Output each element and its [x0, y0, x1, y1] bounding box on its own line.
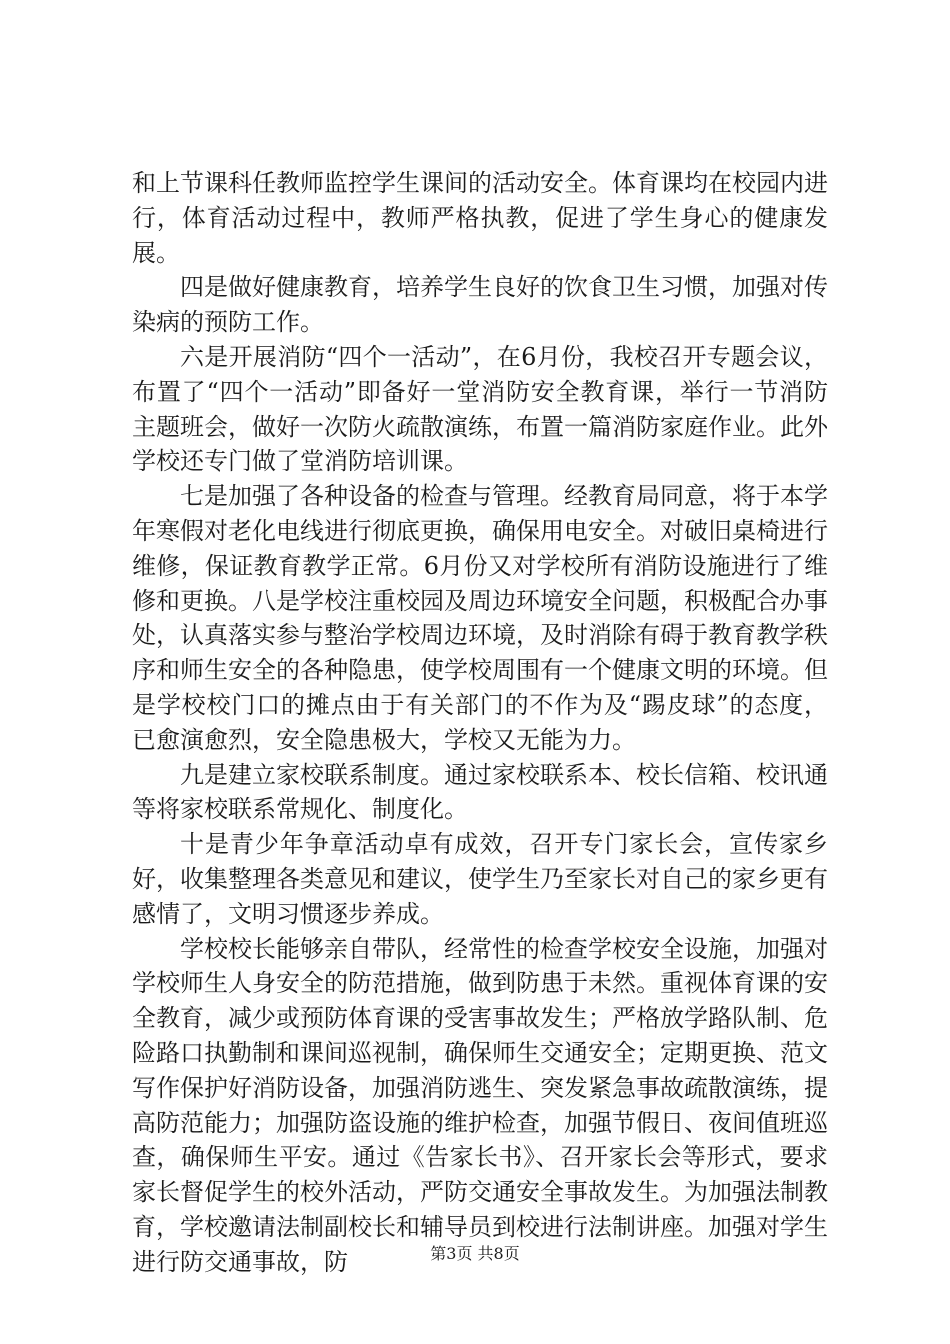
paragraph-3: 六是开展消防“四个一活动”，在6月份，我校召开专题会议，布置了“四个一活动”即备好一堂消防安全教育课，举行一节消防主题班会，做好一次防火疏散演练，布置一篇消防家庭作业。此外学校还专门做了堂消防培训课。 [132, 342, 828, 476]
paragraph-4: 七是加强了各种设备的检查与管理。经教育局同意，将于本学年寒假对老化电线进行彻底更换，确保用电安全。对破旧桌椅进行维修，保证教育教学正常。6月份又对学校所有消防设施进行了维修和更换。八是学校注重校园及周边环境安全问题，积极配合办事处，认真落实参与整治学校周边环境，及时消除有碍于教育教学秩序和师生安全的各种隐患，使学校周围有一个健康文明的环境。但是学校校门口的摊点由于有关部门的不作为及“踢皮球”的态度，已愈演愈烈，安全隐患极大，学校又无能为力。 [132, 482, 828, 754]
paragraph-7: 学校校长能够亲自带队，经常性的检查学校安全设施，加强对学校师生人身安全的防范措施，做到防患于未然。重视体育课的安全教育，减少或预防体育课的受害事故发生；严格放学路队制、危险路口执勤制和课间巡视制，确保师生交通安全；定期更换、范文写作保护好消防设备，加强消防逃生、突发紧急事故疏散演练，提高防范能力；加强防盗设施的维护检查，加强节假日、夜间值班巡查，确保师生平安。通过《告家长书》、召开家长会等形式，要求家长督促学生的校外活动，严防交通安全事故发生。为加强法制教育，学校邀请法制副校长和辅导员到校进行法制讲座。加强对学生进行防交通事故，防 [132, 934, 828, 1276]
paragraph-6: 十是青少年争章活动卓有成效，召开专门家长会，宣传家乡好，收集整理各类意见和建议，使学生乃至家长对自己的家乡更有感情了，文明习惯逐步养成。 [132, 830, 828, 928]
paragraph-1: 和上节课科任教师监控学生课间的活动安全。体育课均在校园内进行，体育活动过程中，教师严格执教，促进了学生身心的健康发展。 [132, 169, 828, 267]
document-body [132, 166, 828, 1280]
paragraph-5: 九是建立家校联系制度。通过家校联系本、校长信箱、校讯通等将家校联系常规化、制度化。 [132, 760, 828, 824]
page-footer: 第3页 共8页 [430, 1244, 520, 1263]
paragraph-2: 四是做好健康教育，培养学生良好的饮食卫生习惯，加强对传染病的预防工作。 [132, 273, 828, 337]
